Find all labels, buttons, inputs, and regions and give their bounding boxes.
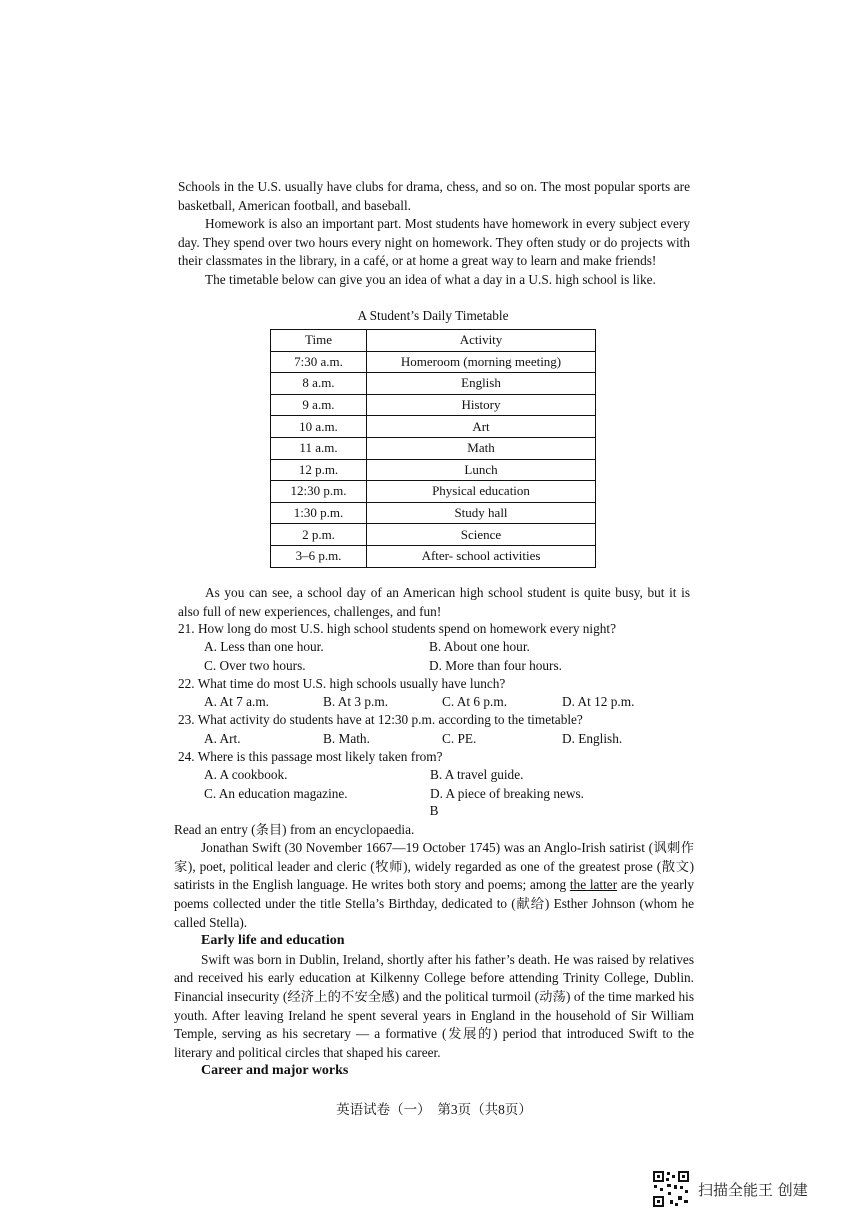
table-row: [271, 373, 596, 395]
activity-cell: Physical education: [367, 481, 596, 503]
section-b-paragraph-1-text-end: are the yearly poems collected under the title Stella’s Birthday, dedicated to (献给) Esther Johnson (whom he called Stella).: [174, 877, 695, 930]
activity-cell: History: [367, 394, 596, 416]
intro-paragraph-1: Schools in the U.S. usually have clubs for drama, chess, and so on. The most popular sports are basketball, American football, and baseball.: [178, 179, 690, 213]
conclusion-paragraph: As you can see, a school day of an American high school student is quite busy, but it is also full of new experiences, challenges, and fun!: [178, 585, 690, 619]
time-cell: 3–6 p.m.: [271, 545, 367, 567]
question-22-option-a: A. At 7 a.m.: [204, 694, 270, 710]
question-21-option-a: A. Less than one hour.: [204, 639, 324, 655]
qr-code-icon: [652, 1170, 690, 1208]
table-row: [271, 459, 596, 481]
question-23-option-b: B. Math.: [323, 730, 370, 746]
question-list: [178, 620, 698, 803]
question-23-option-a: A. Art.: [204, 730, 241, 746]
intro-paragraph-2: Homework is also an important part. Most students have homework in every subject every day. They spend over two hours every night on homework. They often study or do projects with their classmates in the library, in a café, or at home a great way to learn and make friends!: [178, 216, 690, 269]
table-row: [271, 502, 596, 524]
section-b: [174, 802, 694, 1081]
question-24-options-row-2: [178, 785, 698, 803]
time-cell: 9 a.m.: [271, 394, 367, 416]
question-24-option-c: C. An education magazine.: [204, 785, 348, 801]
scanner-watermark: [652, 1170, 808, 1208]
time-cell: 2 p.m.: [271, 524, 367, 546]
question-21-options-row-2: [178, 657, 698, 675]
question-21-stem: 21. How long do most U.S. high school students spend on homework every night?: [178, 621, 617, 636]
section-b-paragraph-2: Swift was born in Dublin, Ireland, shortly after his father’s death. He was raised by relatives and received his early education at Kilkenny College before attending Trinity College, Dublin. Financial insecurity (经济上的不安全感) and the political turmoil (动荡) of the time marked his youth. After leaving Ireland he spent several years in England in the household of Sir William Temple, serving as his secretary — a formative (发展的) period that introduced Swift to the literary and political circles that shaped his career.: [174, 951, 694, 1060]
question-24-stem: 24. Where is this passage most likely taken from?: [178, 749, 443, 765]
activity-cell: Homeroom (morning meeting): [367, 351, 596, 373]
table-row: [271, 524, 596, 546]
scanner-text: 扫描全能王 创建: [698, 1180, 808, 1199]
time-cell: 7:30 a.m.: [271, 351, 367, 373]
section-b-paragraph-1-text: Jonathan Swift (30 November 1667—19 October 1745) was an Anglo-Irish satirist (讽刺作家), poet, political leader and cleric (牧师), widely regarded as one of the greatest prose (散文) satirists in the English language. He writes both story and poems; among: [174, 840, 694, 893]
table-row: [271, 545, 596, 567]
table-row: [271, 416, 596, 438]
timetable-header-activity: Activity: [367, 330, 596, 352]
question-24-option-a: A. A cookbook.: [204, 767, 288, 783]
question-23-options-row: [178, 730, 698, 748]
page-footer: 英语试卷（一） 第3页（共8页）: [336, 1102, 532, 1117]
question-23-stem: 23. What activity do students have at 12:30 p.m. according to the timetable?: [178, 712, 583, 728]
question-24-option-b: B. A travel guide.: [430, 767, 524, 783]
activity-cell: Study hall: [367, 502, 596, 524]
question-21-option-c: C. Over two hours.: [204, 657, 306, 673]
question-24-option-d: D. A piece of breaking news.: [430, 785, 584, 801]
timetable-caption: A Student’s Daily Timetable: [357, 308, 509, 323]
question-22-option-d: D. At 12 p.m.: [562, 694, 635, 710]
question-21-option-d: D. More than four hours.: [429, 657, 562, 673]
question-24-options-row-1: [178, 766, 698, 784]
activity-cell: Lunch: [367, 459, 596, 481]
question-21-option-b: B. About one hour.: [429, 639, 530, 655]
timetable-header-row: [271, 330, 596, 352]
question-22-option-b: B. At 3 p.m.: [323, 694, 389, 710]
heading-career: Career and major works: [201, 1063, 349, 1079]
section-b-label: B: [429, 803, 439, 818]
question-23-option-c: C. PE.: [442, 730, 477, 746]
section-b-instruction: Read an entry (条目) from an encyclopaedia.: [174, 821, 415, 837]
activity-cell: After- school activities: [367, 545, 596, 567]
timetable: [270, 329, 596, 568]
activity-cell: Art: [367, 416, 596, 438]
heading-early-life: Early life and education: [201, 933, 345, 949]
time-cell: 1:30 p.m.: [271, 502, 367, 524]
question-21-options-row-1: [178, 638, 698, 656]
intro-passage: [178, 178, 690, 290]
table-row: [271, 481, 596, 503]
the-latter-underlined: the latter: [569, 877, 618, 893]
section-b-paragraph-1: [174, 839, 694, 932]
time-cell: 11 a.m.: [271, 437, 367, 459]
table-row: [271, 351, 596, 373]
question-22-option-c: C. At 6 p.m.: [442, 694, 508, 710]
question-23-option-d: D. English.: [562, 730, 623, 746]
time-cell: 12:30 p.m.: [271, 481, 367, 503]
time-cell: 8 a.m.: [271, 373, 367, 395]
activity-cell: Science: [367, 524, 596, 546]
time-cell: 12 p.m.: [271, 459, 367, 481]
intro-paragraph-3: The timetable below can give you an idea of what a day in a U.S. high school is like.: [205, 271, 656, 287]
activity-cell: Math: [367, 437, 596, 459]
timetable-header-time: Time: [271, 330, 367, 352]
question-22-options-row: [178, 693, 698, 711]
activity-cell: English: [367, 373, 596, 395]
time-cell: 10 a.m.: [271, 416, 367, 438]
table-row: [271, 437, 596, 459]
question-22-stem: 22. What time do most U.S. high schools usually have lunch?: [178, 675, 506, 691]
table-row: [271, 394, 596, 416]
